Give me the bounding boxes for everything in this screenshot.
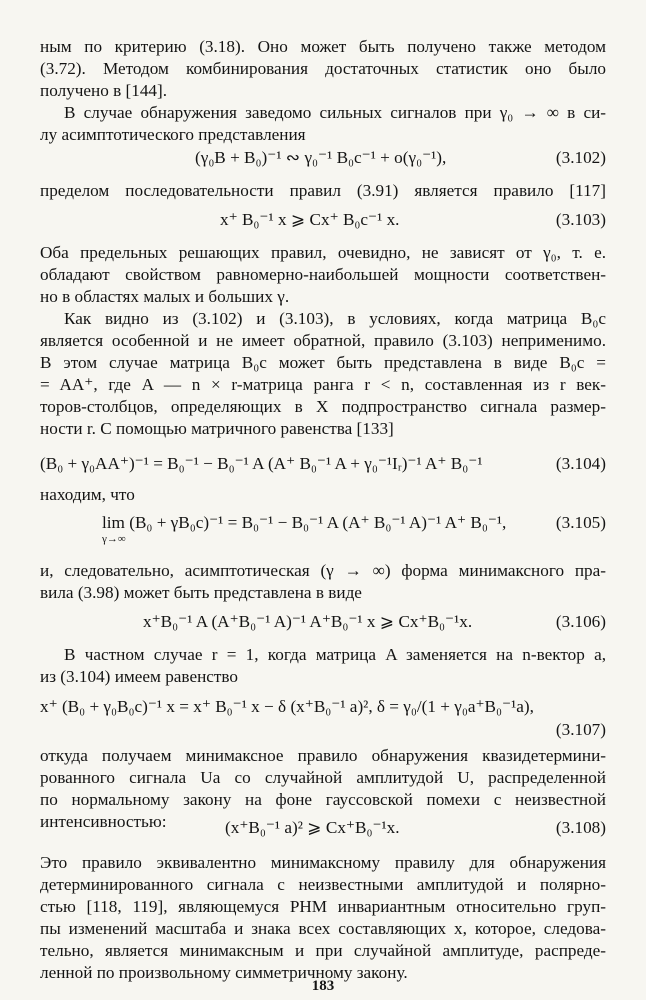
- equation-number: (3.103): [555, 210, 606, 229]
- text-line: ным по критерию (3.18). Оно может быть получено также методом: [40, 37, 606, 56]
- text-line: по нормальному закону на фоне гауссовской помехи с неизвестной: [40, 790, 606, 809]
- equation-number: (3.104): [555, 454, 606, 473]
- equation-number: (3.105): [555, 513, 606, 532]
- text-line: получено в [144].: [40, 81, 168, 100]
- text-line: Как видно из (3.102) и (3.103), в условиях, когда матрица B₀c: [64, 309, 606, 328]
- text-line: (3.72). Методом комбинирования достаточных статистик оно было: [40, 59, 606, 78]
- equation-number: (3.108): [555, 818, 606, 837]
- text-line: пределом последовательности правил (3.91) является правило [117]: [40, 181, 606, 200]
- text-line: стью [118, 119], являющемуся РНМ инвариантным относительно груп-: [40, 897, 606, 916]
- text-line: = AA⁺, где A — n × r-матрица ранга r < n, составленная из r век-: [40, 375, 606, 394]
- equation-number: (3.106): [555, 612, 606, 631]
- equation-formula: x⁺ B₀⁻¹ x ⩾ Cx⁺ B₀c⁻¹ x.: [220, 210, 400, 229]
- text-line: ности r. С помощью матричного равенства [133]: [40, 419, 394, 438]
- equation-3-107-number-line: [40, 717, 606, 743]
- text-line: обладают свойством равномерно-наибольшей мощности соответствен-: [40, 265, 606, 284]
- equation-number: (3.107): [555, 720, 606, 739]
- equation-number: (3.102): [555, 148, 606, 167]
- equation-formula: (γ₀B + B₀)⁻¹ ∾ γ₀⁻¹ B₀c⁻¹ + o(γ₀⁻¹),: [195, 148, 447, 167]
- text-line: из (3.104) имеем равенство: [40, 667, 239, 686]
- text-line: В случае обнаружения заведомо сильных сигналов при γ₀ → ∞ в си-: [64, 103, 606, 122]
- text-line: вила (3.98) может быть представлена в виде: [40, 583, 362, 602]
- text-line: детерминированного сигнала с неизвестными амплитудой и полярно-: [40, 875, 606, 894]
- equation-3-104: [40, 451, 606, 477]
- text-line: и, следовательно, асимптотическая (γ → ∞) форма минимаксного пра-: [40, 561, 606, 580]
- text-line: В этом случае матрица B₀c может быть представлена в виде B₀c =: [40, 353, 606, 372]
- equation-3-106: [40, 609, 606, 635]
- equation-3-108: [40, 815, 606, 841]
- text-line: лу асимптотического представления: [40, 125, 306, 144]
- limit-subscript: γ→∞: [102, 533, 126, 545]
- equation-formula: x⁺ (B₀ + γ₀B₀c)⁻¹ x = x⁺ B₀⁻¹ x − δ (x⁺B₀⁻¹ a)², δ = γ₀/(1 + γ₀a⁺B₀⁻¹a),: [40, 697, 534, 716]
- text-line: тельно, является минимаксным и при случайной амплитуде, распреде-: [40, 941, 606, 960]
- equation-formula: (B₀ + γ₀AA⁺)⁻¹ = B₀⁻¹ − B₀⁻¹ A (A⁺ B₀⁻¹ A + γ₀⁻¹Iᵣ)⁻¹ A⁺ B₀⁻¹: [40, 454, 483, 473]
- text-line: интенсивностью:: [40, 812, 167, 831]
- text-line: В частном случае r = 1, когда матрица A заменяется на n-вектор a,: [64, 645, 606, 664]
- text-line: находим, что: [40, 485, 135, 504]
- text-line: откуда получаем минимаксное правило обнаружения квазидетермини-: [40, 746, 606, 765]
- equation-formula: lim (B₀ + γB₀c)⁻¹ = B₀⁻¹ − B₀⁻¹ A (A⁺ B₀⁻¹ A)⁻¹ A⁺ B₀⁻¹,: [102, 513, 507, 532]
- text-line: пы изменений масштаба и знака всех составляющих x, которое, следова-: [40, 919, 606, 938]
- equation-3-103: [40, 207, 606, 233]
- text-line: ленной по произвольному симметричному закону.: [40, 963, 408, 982]
- text-line: Оба предельных решающих правил, очевидно, не зависят от γ₀, т. е.: [40, 243, 606, 262]
- equation-formula: (x⁺B₀⁻¹ a)² ⩾ Cx⁺B₀⁻¹x.: [225, 818, 400, 837]
- text-line: но в областях малых и больших γ.: [40, 287, 290, 306]
- text-line: рованного сигнала Ua со случайной амплитудой U, распределенной: [40, 768, 606, 787]
- equation-formula: x⁺B₀⁻¹ A (A⁺B₀⁻¹ A)⁻¹ A⁺B₀⁻¹ x ⩾ Cx⁺B₀⁻¹x.: [143, 612, 473, 631]
- text-line: является особенной и не имеет обратной, правило (3.103) неприменимо.: [40, 331, 606, 350]
- text-line: торов-столбцов, определяющих в X подпространство сигнала размер-: [40, 397, 606, 416]
- page-number: 183: [311, 978, 335, 994]
- text-line: Это правило эквивалентно минимаксному правилу для обнаружения: [40, 853, 606, 872]
- equation-3-102: [40, 145, 606, 171]
